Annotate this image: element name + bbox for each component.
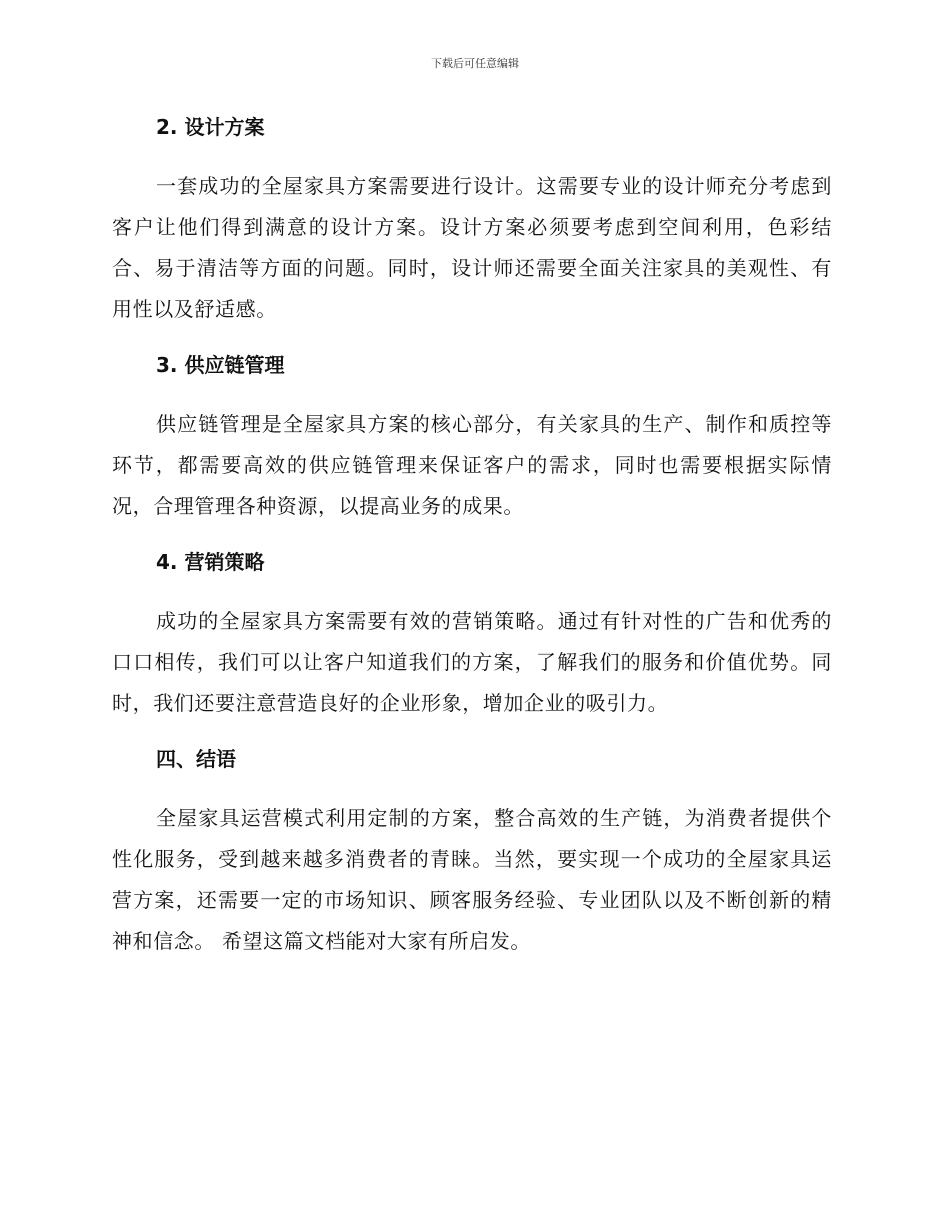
spacer [112, 142, 832, 166]
spacer [112, 380, 832, 404]
paragraph-conclusion: 全屋家具运营模式利用定制的方案，整合高效的生产链，为消费者提供个性化服务，受到越来越多消费者的青睐。当然，要实现一个成功的全屋家具运营方案，还需要一定的市场知识、顾客服务经验、专业团队以及不断创新的精神和信念。 希望这篇文档能对大家有所启发。 [112, 806, 832, 953]
spacer [112, 724, 832, 744]
paragraph-supply-chain: 供应链管理是全屋家具方案的核心部分，有关家具的生产、制作和质控等环节，都需要高效的供应链管理来保证客户的需求，同时也需要根据实际情况，合理管理各种资源，以提高业务的成果。 [112, 412, 832, 518]
paragraph-design: 一套成功的全屋家具方案需要进行设计。这需要专业的设计师充分考虑到客户让他们得到满意的设计方案。设计方案必须要考虑到空间利用，色彩结合、易于清洁等方面的问题。同时，设计师还需要全面关注家具的美观性、有用性以及舒适感。 [112, 174, 832, 321]
section-heading-conclusion: 四、结语 [156, 747, 236, 771]
section-heading-supply-chain: 3. 供应链管理 [156, 353, 285, 377]
section-heading-design: 2. 设计方案 [156, 115, 265, 139]
document-body [112, 112, 832, 962]
spacer [112, 330, 832, 350]
header-note: 下载后可任意编辑 [431, 57, 519, 70]
paragraph-marketing: 成功的全屋家具方案需要有效的营销策略。通过有针对性的广告和优秀的口口相传，我们可以让客户知道我们的方案，了解我们的服务和价值优势。同时，我们还要注意营造良好的企业形象，增加企业的吸引力。 [112, 609, 832, 715]
spacer [112, 774, 832, 798]
section-heading-marketing: 4. 营销策略 [156, 550, 265, 574]
spacer [112, 527, 832, 547]
spacer [112, 577, 832, 601]
